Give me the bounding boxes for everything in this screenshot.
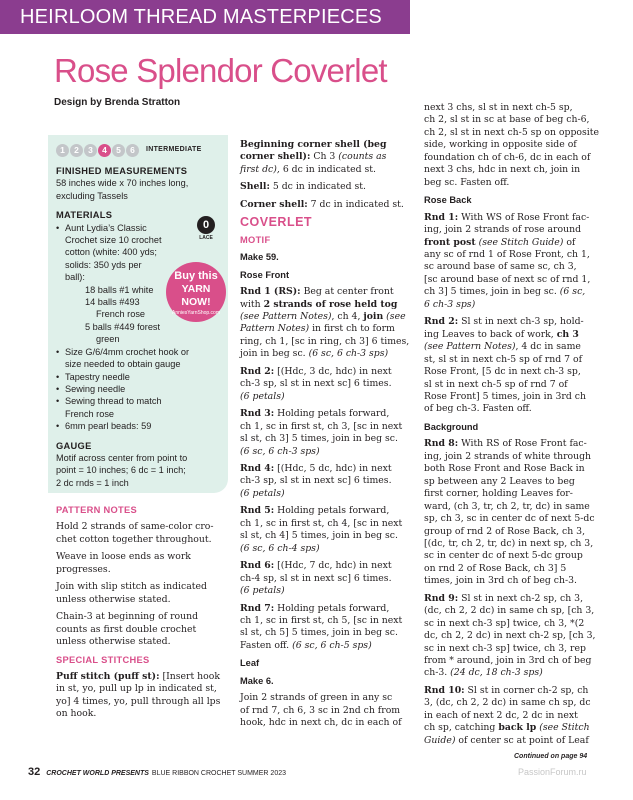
- buy-yarn-badge[interactable]: Buy this YARN NOW! AnniesYarnShop.com: [166, 262, 226, 322]
- text-line: of beg ch-3. Fasten off.: [424, 403, 532, 415]
- text-line: dc, ch 2, 2 dc) in next ch-2 sp, [ch 3,: [424, 630, 596, 642]
- skill-level-circle: 3: [84, 144, 97, 157]
- text-line: side, working in opposite side of: [424, 139, 577, 151]
- text-line: (dc, ch 2, 2 dc) in same ch sp, [ch 3,: [424, 605, 595, 617]
- text-line: 58 inches wide x 70 inches long,: [56, 178, 189, 189]
- text-line: solids: 350 yds per: [65, 259, 142, 270]
- text-line: counts as first double crochet: [56, 623, 197, 635]
- skill-level-circle: 4: [98, 144, 111, 157]
- text-line: sp, ch 3, sc in center dc of next 5-dc: [424, 513, 595, 525]
- text-line: sc in next ch-3 sp] twice, ch 3, *(2: [424, 617, 585, 629]
- finished-measurements-heading: FINISHED MEASUREMENTS: [56, 166, 188, 176]
- text-line: 14 balls #493: [85, 297, 140, 308]
- material-item: [56, 346, 220, 371]
- finished-measurements: [56, 177, 220, 202]
- materials-list: [56, 222, 220, 433]
- text-line: sc in center dc of next 5-dc group: [424, 550, 583, 562]
- skill-level-label: INTERMEDIATE: [146, 145, 202, 153]
- text-line: beg sc. Fasten off.: [424, 176, 510, 188]
- material-item: [56, 420, 220, 432]
- text-line: ch 2, sl st in sc at base of beg ch-6,: [424, 114, 590, 126]
- text-line: next 3 chs, hdc in next ch, join in: [424, 164, 581, 176]
- text-line: progresses.: [56, 563, 111, 575]
- text-line: foundation ch of ch-6, dc in each of: [424, 151, 591, 163]
- text-line: excluding Tassels: [56, 190, 128, 201]
- text-line: point = 10 inches; 6 dc = 1 inch;: [56, 465, 186, 476]
- page-footer: [28, 766, 286, 778]
- text-line: • 6mm pearl beads: 59: [65, 421, 152, 432]
- watermark: PassionForum.ru: [518, 767, 587, 777]
- rose-back-heading: Rose Back: [424, 195, 472, 206]
- rose-front-heading: Rose Front: [240, 269, 290, 280]
- gauge-heading: GAUGE: [56, 440, 92, 451]
- special-stitches-heading: SPECIAL STITCHES: [56, 654, 150, 665]
- text-line: Crochet size 10 crochet: [65, 235, 162, 246]
- pattern-notes-column: [56, 504, 220, 721]
- text-line: [(dc, tr, ch 2, tr, dc) in next sp, ch 3,: [424, 537, 594, 549]
- leaf-heading: Leaf: [240, 658, 260, 669]
- text-line: sl st in next ch-5 sp of rnd 7 of: [424, 378, 568, 390]
- material-item: [56, 395, 220, 420]
- issue-name: BLUE RIBBON CROCHET SUMMER 2023: [151, 770, 286, 777]
- skill-level-circle: 1: [56, 144, 69, 157]
- page-title: Rose Splendor Coverlet: [54, 52, 387, 89]
- text-line: on rnd 2 of Rose Back, ch 3] 5: [424, 562, 567, 574]
- text-line: Rose Front] 5 times, join in 3rd ch: [424, 390, 586, 402]
- text-line: • Tapestry needle: [65, 371, 130, 382]
- skill-level-circle: 6: [126, 144, 139, 157]
- text-line: st, sl st in next ch-5 sp of rnd 7 of: [424, 353, 583, 365]
- text-line: French rose: [96, 309, 146, 320]
- text-line: cotton (white: 400 yds;: [65, 247, 157, 258]
- text-line: 2 dc rnds = 1 inch: [56, 477, 129, 488]
- skill-level-circle: 2: [70, 144, 83, 157]
- text-line: first corner, holding Leaves for-: [424, 488, 573, 500]
- text-line: Rose Front, [5 dc in next ch-3 sp,: [424, 366, 581, 378]
- instructions-column-3: next 3 chs, sl st in next ch-5 sp, ch 2, sl st in sc at base of beg ch-6, ch 2, sl st in next ch-5 sp on opposite side, working in opposite side of foundation ch of ch-6, dc in each of next 3 chs, hdc in next ch, join in beg sc. Fasten off. Rose Back Rnd 1: With WS of Rose Front fac- ing, join 2 strands of rose around front post (see Stitch Guide) of any sc of rnd 1 of Rose Front, ch 1, sc around base of same sc, ch 3, [sc around base of next sc of rnd 1, ch 3] 5 times, join in beg sc. (6 sc, 6 ch-3 sps) Rnd 2: Sl st in next ch-3 sp, hold- ing Leaves to back of work, ch 3 (see Pattern Notes), 4 dc in same st, sl st in next ch-5 sp of rnd 7 of Rose Front, [5 dc in next ch-3 sp, sl st in next ch-5 sp of rnd 7 of Rose Front] 5 times, join in 3rd ch of beg ch-3. Fasten off. Background Rnd 8: With RS of Rose Front fac- ing, join 2 strands of white through both Rose Front and Rose Back in sp between any 2 Leaves to beg first corner, holding Leaves for- ward, (ch 3, tr, ch 2, tr, dc) in same sp, ch 3, sc in center dc of next 5-dc group of rnd 2 of Rose Back, ch 3, [(dc, tr, ch 2, tr, dc) in next sp, ch 3, sc in center dc of next 5-dc group on rnd 2 of Rose Back, ch 3] 5 times, join in 3rd ch of beg ch-3. Rnd 9: Sl st in next ch-2 sp, ch 3, (dc, ch 2, 2 dc) in same ch sp, [ch 3, sc in next ch-3 sp] twice, ch 3, *(2 dc, ch 2, 2 dc) in next ch-2 sp, [ch 3, sc in next ch-3 sp] twice, ch 3, rep from * around, join in 3rd ch of beg ch-3. (24 dc, 18 ch-3 sps) Rnd 10: Sl st in corner ch-2 sp, ch 3, (dc, ch 2, 2 dc) in same ch sp, dc in each of next 2 dc, 2 dc in next ch sp, catching back lp (see Stitch Guide) of center sc at point of Leaf: [424, 102, 599, 746]
- banner-title: HEIRLOOM THREAD MASTERPIECES: [20, 6, 382, 28]
- text-line: next 3 chs, sl st in next ch-5 sp,: [424, 102, 573, 113]
- text-line: French rose: [65, 408, 115, 419]
- text-line: 3, (dc, ch 2, 2 dc) in same ch sp, dc: [424, 697, 591, 709]
- text-line: group of rnd 2 of Rose Back, ch 3,: [424, 525, 586, 537]
- skill-level-row: [56, 142, 220, 158]
- pattern-note: [56, 551, 220, 576]
- text-line: times, join in 3rd ch of beg ch-3.: [424, 575, 577, 587]
- instructions-column-2: Beginning corner shell (beg corner shell): Ch 3 (counts as first dc), 6 dc in indicated st. Shell: 5 dc in indicated st. Corner shell: 7 dc in indicated st. COVERLET MOTIF Make 59. Rose Front Rnd 1 (RS): Beg at center front with 2 strands of rose held tog (see Pattern Notes), ch 4, join (see Pattern Notes) in first ch to form ring, ch 1, [sc in ring, ch 3] 6 times, join in beg sc. (6 sc, 6 ch-3 sps) Rnd 2: [(Hdc, 3 dc, hdc) in next ch-3 sp, sl st in next sc] 6 times. (6 petals) Rnd 3: Holding petals forward, ch 1, sc in first st, ch 3, [sc in next sl st, ch 3] 5 times, join in beg sc. (6 sc, 6 ch-3 sps) Rnd 4: [(Hdc, 5 dc, hdc) in next ch-3 sp, sl st in next sc] 6 times. (6 petals) Rnd 5: Holding petals forward, ch 1, sc in first st, ch 4, [sc in next sl st, ch 4] 5 times, join in beg sc. (6 sc, 6 ch-4 sps) Rnd 6: [(Hdc, 7 dc, hdc) in next ch-4 sp, sl st in next sc] 6 times. (6 petals) Rnd 7: Holding petals forward, ch 1, sc in first st, ch 5, [sc in next sl st, ch 5] 5 times, join in beg sc. Fasten off. (6 sc, 6 ch-5 sps) Leaf Make 6. Join 2 strands of green in any sc of rnd 7, ch 6, 3 sc in 2nd ch from hook, hdc in next ch, dc in each of: [240, 139, 410, 729]
- text-line: from * around, join in 3rd ch of beg: [424, 655, 592, 667]
- page-number: 32: [28, 766, 41, 778]
- magazine-name: CROCHET WORLD PRESENTS: [46, 770, 149, 777]
- text-line: yo] 4 times, yo, pull through all lps: [56, 695, 221, 707]
- text-line: • Aunt Lydia’s Classic: [65, 222, 147, 233]
- pattern-note: [56, 521, 220, 546]
- material-item: [56, 383, 220, 395]
- pattern-note: [56, 581, 220, 606]
- text-line: ing, join 2 strands of white through: [424, 450, 592, 462]
- text-line: on hook.: [56, 708, 97, 720]
- text-line: in each of next 2 dc, 2 dc in next: [424, 709, 578, 721]
- text-line: unless otherwise stated.: [56, 636, 171, 648]
- yarn-weight-icon: 0 LACE: [196, 216, 216, 242]
- skill-level-circle: 5: [112, 144, 125, 157]
- materials-heading: MATERIALS: [56, 210, 113, 221]
- pattern-notes-heading: PATTERN NOTES: [56, 505, 138, 515]
- text-line: size needed to obtain gauge: [65, 359, 181, 370]
- text-line: Join 2 strands of green in any sc: [240, 692, 393, 704]
- text-line: green: [96, 334, 120, 345]
- text-line: Hold 2 strands of same-color cro-: [56, 521, 214, 533]
- section-banner: [0, 0, 410, 34]
- text-line: ward, (ch 3, tr, ch 2, tr, dc) in same: [424, 500, 590, 512]
- text-line: Motif across center from point to: [56, 452, 188, 463]
- background-heading: Background: [424, 421, 479, 432]
- pattern-note: [56, 611, 220, 648]
- designer-byline: Design by Brenda Stratton: [54, 97, 181, 108]
- text-line: • Sewing needle: [65, 383, 126, 394]
- text-line: sc in next ch-3 sp] twice, ch 3, rep: [424, 642, 586, 654]
- text-line: Chain-3 at beginning of round: [56, 611, 199, 623]
- text-line: Weave in loose ends as work: [56, 551, 191, 563]
- gauge-text: [56, 452, 220, 489]
- motif-heading: MOTIF: [240, 234, 271, 245]
- text-line: hook, hdc in next ch, dc in each of: [240, 717, 402, 729]
- text-line: in st, yo, pull up lp in indicated st,: [56, 683, 217, 695]
- text-line: sp between any 2 Leaves to beg: [424, 475, 575, 487]
- text-line: unless otherwise stated.: [56, 593, 171, 605]
- text-line: Join with slip stitch as indicated: [56, 581, 207, 593]
- puff-stitch-definition: Puff stitch (puff st): [Insert hook: [56, 670, 220, 682]
- text-line: ch 2, sl st in next ch-5 sp on opposite: [424, 126, 599, 138]
- material-item: [56, 371, 220, 383]
- text-line: • Size G/6/4mm crochet hook or: [65, 346, 190, 357]
- text-line: 18 balls #1 white: [85, 284, 154, 295]
- text-line: of rnd 7, ch 6, 3 sc in 2nd ch from: [240, 704, 401, 716]
- text-line: chet cotton together throughout.: [56, 533, 212, 545]
- text-line: • Sewing thread to match: [65, 396, 162, 407]
- coverlet-heading: COVERLET: [240, 215, 313, 230]
- text-line: both Rose Front and Rose Back in: [424, 463, 585, 475]
- text-line: 5 balls #449 forest: [85, 321, 161, 332]
- text-line: ball):: [65, 272, 85, 283]
- continued-note: Continued on page 94: [514, 753, 588, 760]
